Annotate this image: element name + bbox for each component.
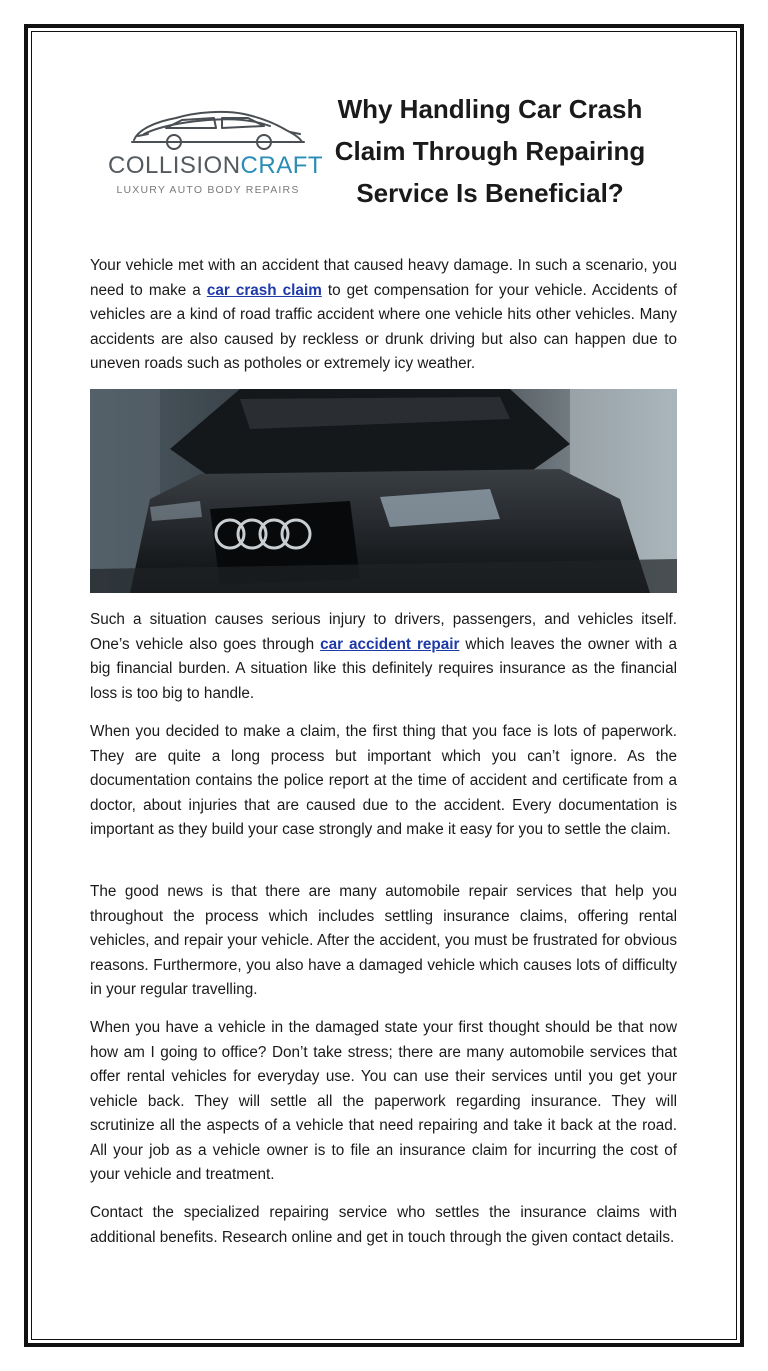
logo-wordmark-part2: CRAFT: [240, 152, 324, 179]
paragraph-1-text-b: to get compensation for your vehicle. Accidents of vehicles are a kind of road traffic accident where one vehicle hits other vehicles. Many accidents are also caused by reckless or drunk driving but also can happen due to uneven roads such as potholes or extremely icy weather.: [90, 281, 678, 372]
page-title: Why Handling Car Crash Claim Through Repairing Service Is Beneficial?: [334, 94, 646, 208]
logo-tagline: LUXURY AUTO BODY REPAIRS: [116, 184, 300, 196]
paragraph-6: Contact the specialized repairing service who settles the insurance claims with additional benefits. Research online and get in touch through the given contact details.: [90, 1204, 677, 1246]
paragraph-3: When you decided to make a claim, the first thing that you face is lots of paperwork. They are quite a long process but important which you can’t ignore. As the documentation contains the police report at the time of accident and certificate from a doctor, about injuries that are caused due to the accident. Every documentation is important as they build your case strongly and make it easy for you to settle the claim.: [90, 723, 677, 838]
car-silhouette-icon: [104, 104, 308, 154]
car-crash-claim-link[interactable]: car crash claim: [206, 281, 322, 299]
car-repair-photo: [90, 389, 677, 593]
paragraph-5: When you have a vehicle in the damaged state your first thought should be that now how am I going to office? Don’t take stress; there are many automobile services that offer rental vehicles for everyday use. You can use their services until you get your vehicle back. They will settle all the paperwork regarding insurance. They will scrutinize all the aspects of a vehicle that need repairing and take it back at the road. All your job as a vehicle owner is to file an insurance claim for incurring the cost of your vehicle and treatment.: [90, 1019, 677, 1183]
paragraph-2: [90, 608, 677, 706]
paragraph-1-text-a: Your vehicle met with an accident that caused heavy damage. In such a scenario, you need to make a: [90, 257, 677, 299]
audi-car-image: [90, 389, 677, 593]
paragraph-1: [90, 254, 677, 377]
paragraph-4: The good news is that there are many automobile repair services that help you throughout the process which includes settling insurance claims, offering rental vehicles, and repair your vehicle. After the accident, you must be frustrated for obvious reasons. Furthermore, you also have a damaged vehicle which causes lots of difficulty in your regular travelling.: [90, 883, 677, 998]
car-accident-repair-link[interactable]: car accident repair: [320, 635, 460, 653]
paragraph-2-text-a: Such a situation causes serious injury to drivers, passengers, and vehicles itself. One’s vehicle also goes through: [90, 611, 677, 653]
logo-wordmark: [108, 152, 324, 180]
logo-wordmark-part1: COLLISION: [108, 152, 241, 179]
paragraph-2-text-b: which leaves the owner with a big financial burden. A situation like this definitely requires insurance as the financial loss is too big to handle.: [90, 635, 678, 702]
collisioncraft-logo: [104, 104, 324, 204]
